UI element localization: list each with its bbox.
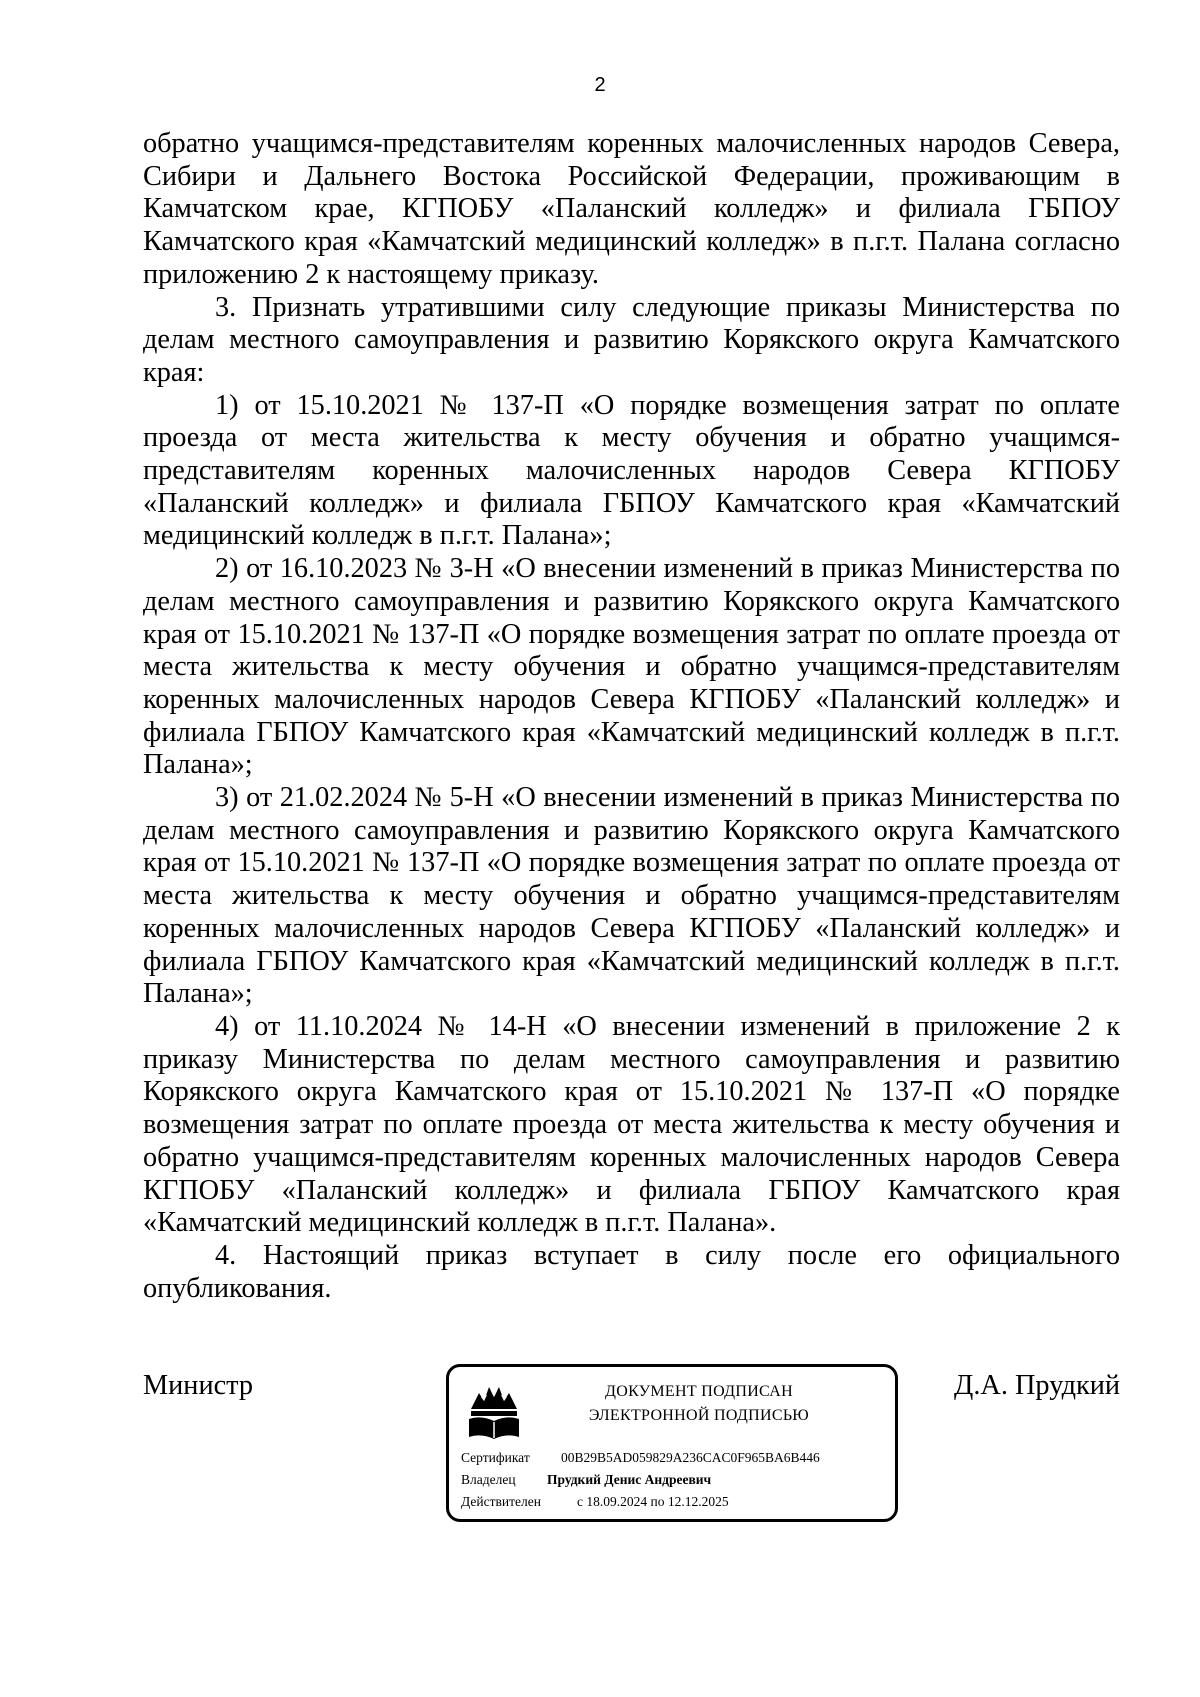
- certificate-value: 00B29B5AD059829A236CAC0F965BA6B446: [561, 1450, 820, 1465]
- signer-name: Д.А. Прудкий: [954, 1370, 1120, 1401]
- document-body: [143, 128, 1120, 1305]
- validity-value: с 18.09.2024 по 12.12.2025: [577, 1494, 729, 1509]
- page-number: 2: [594, 74, 606, 96]
- signature-block: [143, 1370, 1120, 1540]
- signer-position: Министр: [143, 1370, 254, 1401]
- paragraph-subitem-4: 4) от 11.10.2024 № 14-Н «О внесении изменений в приложение 2 к приказу Министерства по делам местного самоуправления и развитию Корякского округа Камчатского края от 15.10.2021 № 137-П «О порядке возмещения затрат по оплате проезда от места жительства к месту обучения и обратно учащимся-представителям коренных малочисленных народов Севера КГПОБУ «Паланский колледж» и филиала ГБПОУ Камчатского края «Камчатский медицинский колледж в п.г.т. Палана».: [143, 1010, 1120, 1239]
- stamp-title-line-2: ЭЛЕКТРОННОЙ ПОДПИСЬЮ: [588, 1407, 810, 1424]
- stamp-owner-row: [461, 1471, 711, 1489]
- validity-label: Действителен: [461, 1494, 541, 1509]
- paragraph-subitem-1: 1) от 15.10.2021 № 137-П «О порядке возмещения затрат по оплате проезда от места жительства к месту обучения и обратно учащимся-представителям коренных малочисленных народов Севера КГПОБУ «Паланский колледж» и филиала ГБПОУ Камчатского края «Камчатский медицинский колледж в п.г.т. Палана»;: [143, 389, 1120, 552]
- owner-value: Прудкий Денис Андреевич: [547, 1472, 712, 1487]
- certificate-label: Сертификат: [461, 1450, 530, 1465]
- stamp-validity-row: [461, 1493, 729, 1511]
- stamp-title: [529, 1380, 869, 1428]
- kamchatka-coat-of-arms-icon: [467, 1379, 521, 1441]
- owner-label: Владелец: [461, 1472, 516, 1487]
- paragraph-item-4: 4. Настоящий приказ вступает в силу после его официального опубликования.: [143, 1239, 1120, 1304]
- paragraph-subitem-3: 3) от 21.02.2024 № 5-Н «О внесении изменений в приказ Министерства по делам местного самоуправления и развитию Корякского округа Камчатского края от 15.10.2021 № 137-П «О порядке возмещения затрат по оплате проезда от места жительства к месту обучения и обратно учащимся-представителям коренных малочисленных народов Севера КГПОБУ «Паланский колледж» и филиала ГБПОУ Камчатского края «Камчатский медицинский колледж в п.г.т. Палана»;: [143, 782, 1120, 1010]
- electronic-signature-stamp: [446, 1364, 898, 1522]
- paragraph-continuation: обратно учащимся-представителям коренных малочисленных народов Севера, Сибири и Дальнего Востока Российской Федерации, проживающим в Камчатском крае, КГПОБУ «Паланский колледж» и филиала ГБПОУ Камчатского края «Камчатский медицинский колледж» в п.г.т. Палана согласно приложению 2 к настоящему приказу.: [143, 128, 1120, 290]
- paragraph-subitem-2: 2) от 16.10.2023 № 3-Н «О внесении изменений в приказ Министерства по делам местного самоуправления и развитию Корякского округа Камчатского края от 15.10.2021 № 137-П «О порядке возмещения затрат по оплате проезда от места жительства к месту обучения и обратно учащимся-представителям коренных малочисленных народов Севера КГПОБУ «Паланский колледж» и филиала ГБПОУ Камчатского края «Камчатский медицинский колледж в п.г.т. Палана»;: [143, 553, 1120, 781]
- paragraph-item-3: 3. Признать утратившими силу следующие приказы Министерства по делам местного самоуправления и развитию Корякского округа Камчатского края:: [143, 291, 1120, 388]
- stamp-certificate-row: [461, 1449, 820, 1467]
- stamp-title-line-1: ДОКУМЕНТ ПОДПИСАН: [605, 1383, 793, 1400]
